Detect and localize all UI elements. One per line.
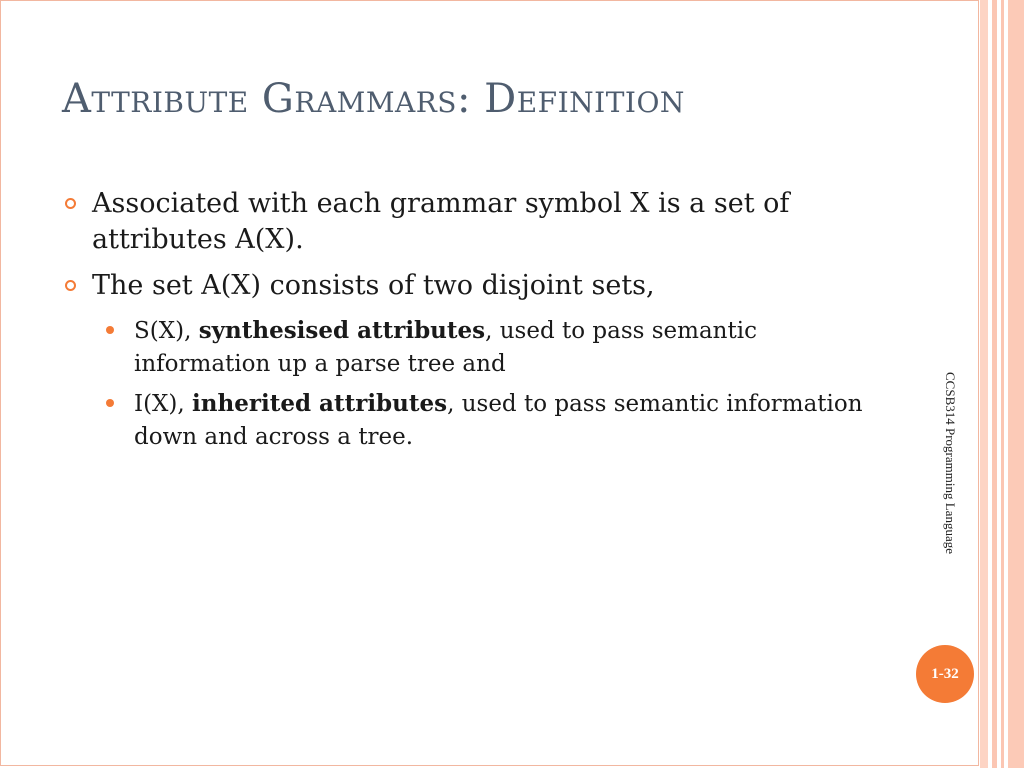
sub-bullet-term: synthesised attributes bbox=[198, 317, 486, 344]
slide-title: Attribute Grammars: Definition bbox=[62, 76, 685, 122]
ring-bullet-icon bbox=[65, 280, 76, 291]
sub-bullet-term: inherited attributes bbox=[192, 390, 448, 417]
course-side-label: CCSB314 Programming Language bbox=[943, 372, 958, 554]
bullet-item bbox=[62, 268, 882, 304]
slide-number: 1-32 bbox=[931, 665, 959, 682]
decorative-stripe bbox=[1001, 0, 1004, 768]
sub-bullet-suffix: , used to pass semantic information down and across a tree. bbox=[134, 391, 863, 450]
bullet-text: Associated with each grammar symbol X is a set of attributes A(X). bbox=[92, 188, 790, 255]
sub-bullet-item bbox=[104, 387, 882, 454]
decorative-stripe bbox=[992, 0, 997, 768]
decorative-stripe bbox=[1008, 0, 1024, 768]
decorative-stripe bbox=[980, 0, 988, 768]
bullet-text: The set A(X) consists of two disjoint sets, bbox=[92, 270, 655, 301]
ring-bullet-icon bbox=[65, 198, 76, 209]
slide-number-badge bbox=[916, 645, 974, 703]
sub-bullet-prefix: I(X), bbox=[134, 391, 193, 417]
slide-content bbox=[62, 186, 882, 460]
sub-bullet-suffix: , used to pass semantic information up a parse tree and bbox=[134, 318, 757, 377]
dot-bullet-icon bbox=[106, 399, 114, 407]
sub-bullet-item bbox=[104, 314, 882, 381]
dot-bullet-icon bbox=[106, 326, 114, 334]
bullet-item bbox=[62, 186, 882, 258]
sub-bullet-prefix: S(X), bbox=[134, 318, 199, 344]
